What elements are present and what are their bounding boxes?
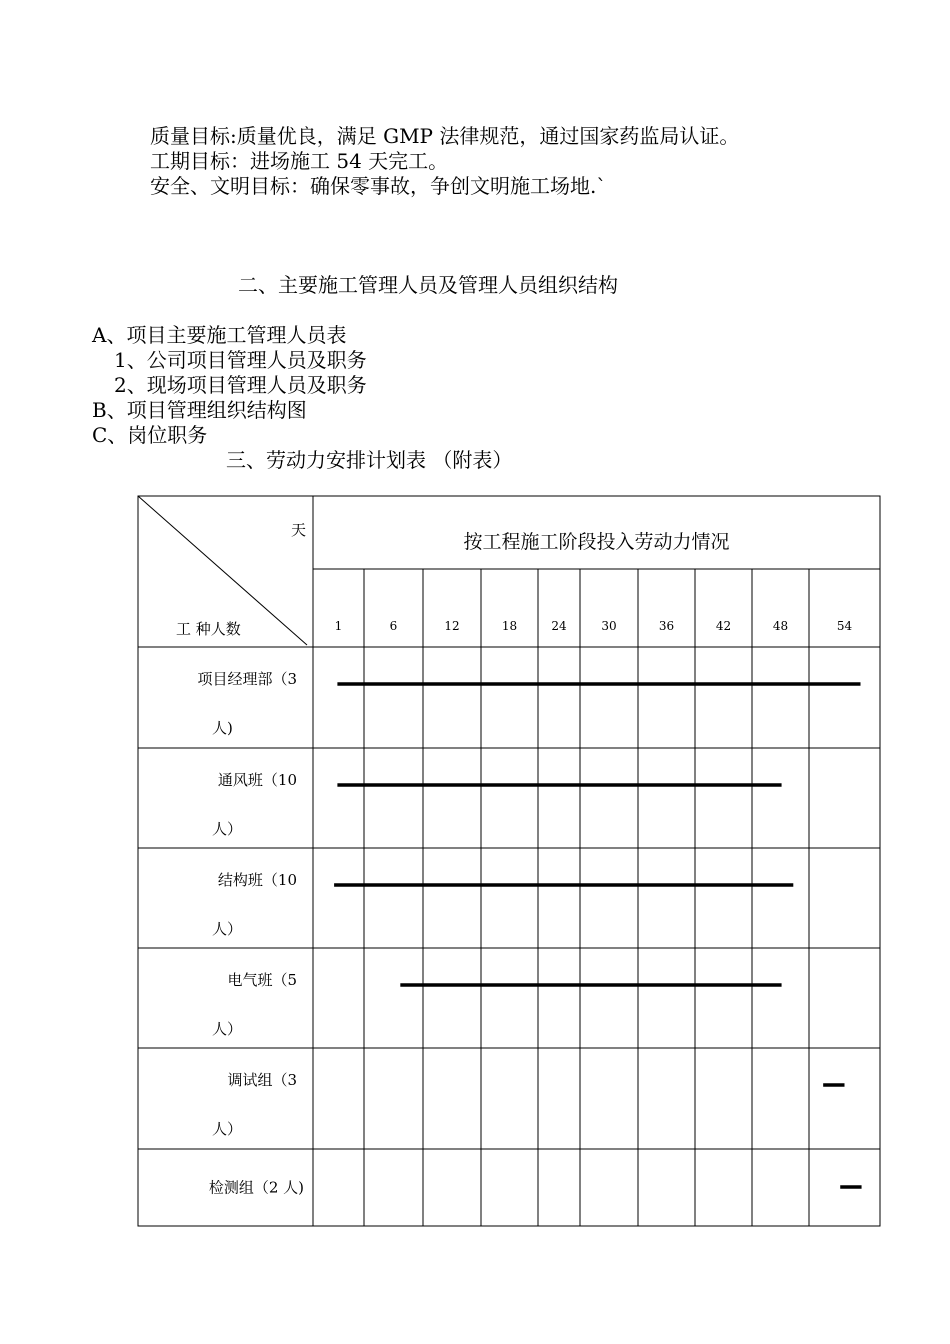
day-header: 42 xyxy=(715,619,732,633)
row-trade-count: 人） xyxy=(212,820,243,838)
row-trade-label: 调试组（3 xyxy=(227,1071,297,1089)
table-header-title: 按工程施工阶段投入劳动力情况 xyxy=(463,531,730,553)
section2-item-c: C、岗位职务 xyxy=(92,423,208,447)
day-header: 6 xyxy=(389,619,398,633)
section2-item-1: 1、公司项目管理人员及职务 xyxy=(114,348,367,372)
schedule-goal: 工期目标：进场施工 54 天完工。 xyxy=(150,149,449,173)
section3-title: 三、劳动力安排计划表 （附表） xyxy=(226,448,513,472)
safety-goal: 安全、文明目标：确保零事故，争创文明施工场地.` xyxy=(150,174,607,198)
corner-days-label: 天 xyxy=(291,521,307,539)
day-header: 12 xyxy=(444,619,460,633)
day-header: 48 xyxy=(772,619,789,633)
row-trade-count: 人) xyxy=(212,719,233,737)
day-header: 18 xyxy=(501,619,518,633)
row-trade-label: 检测组（2 人) xyxy=(208,1178,304,1197)
day-header: 36 xyxy=(658,619,675,633)
day-header: 24 xyxy=(551,619,567,633)
row-trade-label: 项目经理部（3 xyxy=(197,670,297,688)
row-trade-count: 人） xyxy=(212,1120,243,1138)
day-header: 30 xyxy=(601,619,617,633)
row-trade-count: 人） xyxy=(212,920,243,938)
row-trade-label: 通风班（10 xyxy=(217,771,297,789)
row-trade-count: 人） xyxy=(212,1020,243,1038)
table-border xyxy=(138,496,880,1226)
row-trade-label: 结构班（10 xyxy=(217,871,297,889)
day-header: 1 xyxy=(334,619,343,633)
section2-title: 二、主要施工管理人员及管理人员组织结构 xyxy=(238,273,618,297)
day-header: 54 xyxy=(836,619,853,633)
row-trade-label: 电气班（5 xyxy=(227,971,297,989)
corner-trade-label: 工 种人数 xyxy=(176,620,241,638)
section2-item-2: 2、现场项目管理人员及职务 xyxy=(114,373,367,397)
section2-item-a: A、项目主要施工管理人员表 xyxy=(92,323,347,347)
quality-goal: 质量目标:质量优良，满足 GMP 法律规范，通过国家药监局认证。 xyxy=(150,124,740,148)
section2-item-b: B、项目管理组织结构图 xyxy=(92,398,307,422)
